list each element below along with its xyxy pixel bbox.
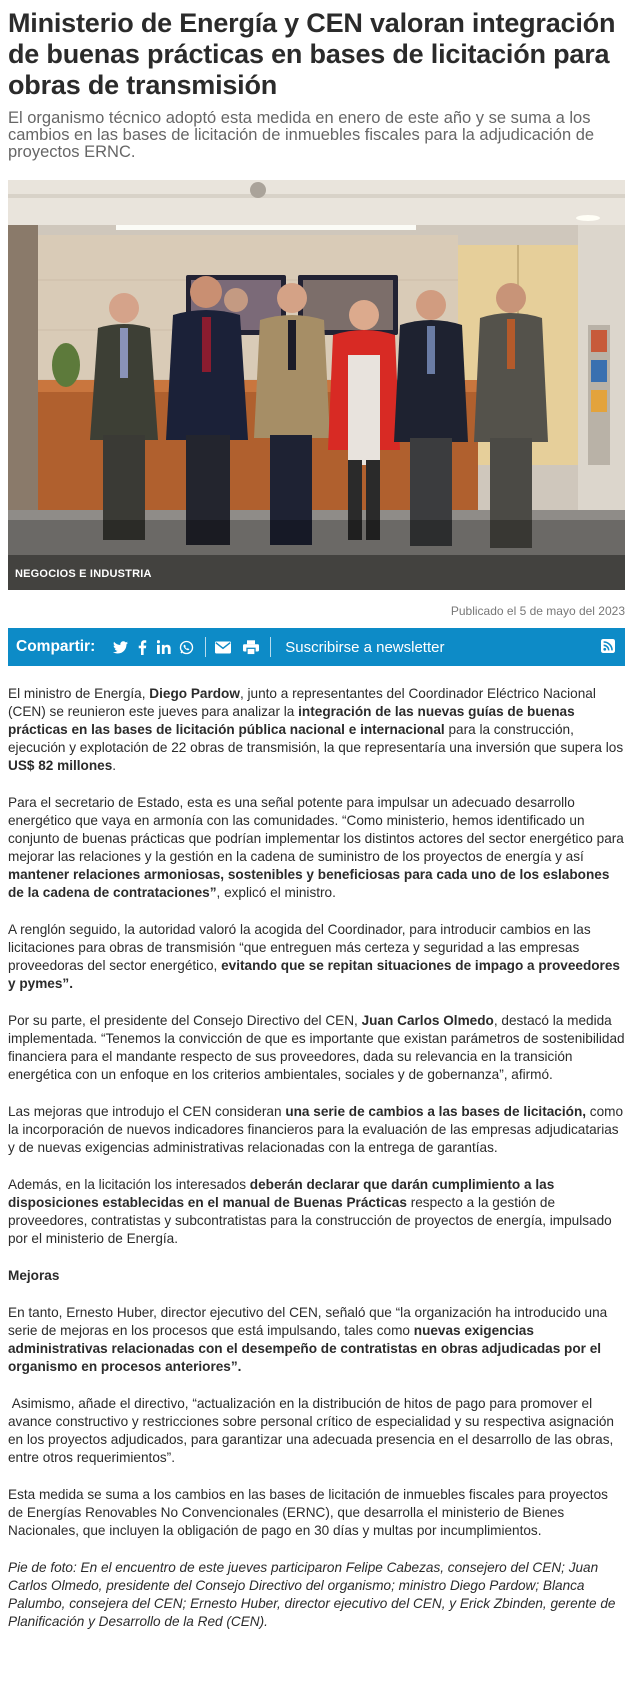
paragraph-7: En tanto, Ernesto Huber, director ejecutivo del CEN, señaló que “la organización ha introducido una serie de mejoras en los procesos que está impulsando, tales como nuevas exigencias administrativas relacionadas con el desempeño de contratistas en obras adjudicadas por el organismo en procesos anteriores”. bbox=[8, 1305, 608, 1374]
paragraph-1: El ministro de Energía, Diego Pardow, junto a representantes del Coordinador Eléctrico Nacional (CEN) se reunieron este jueves para analizar la integración de las nuevas guías de buenas prácticas en las bases de licitación pública nacional e internacional para la construcción, ejecución y explotación de 22 obras de transmisión, la que representaría una inversión que supera los US$ 82 millones. bbox=[8, 686, 624, 773]
newsletter-link[interactable]: Suscribirse a newsletter bbox=[285, 638, 445, 656]
facebook-icon[interactable] bbox=[133, 638, 151, 656]
print-icon[interactable] bbox=[242, 638, 260, 656]
share-divider bbox=[205, 637, 206, 657]
paragraph-5: Las mejoras que introdujo el CEN consideran una serie de cambios a las bases de licitación, como la incorporación de nuevos indicadores financieros para la evaluación de las empresas adjudicatarias y de nuevas exigencias administrativas relacionadas con la entrega de garantías. bbox=[8, 1104, 624, 1155]
paragraph-9: Esta medida se suma a los cambios en las bases de licitación de inmuebles fiscales para proyectos de Energías Renovables No Convencionales (ERNC), que desarrolla el ministerio de Bienes Nacionales, que incluyen la obligación de pago en 30 días y multas por incumplimientos. bbox=[8, 1487, 608, 1538]
linkedin-icon[interactable] bbox=[155, 638, 173, 656]
article bbox=[0, 8, 633, 1631]
rss-icon[interactable] bbox=[601, 639, 615, 658]
twitter-icon[interactable] bbox=[111, 638, 129, 656]
paragraph-6: Además, en la licitación los interesados deberán declarar que darán cumplimiento a las disposiciones establecidas en el manual de Buenas Prácticas respecto a la gestión de proveedores, contratistas y subcontratistas para la construcción de proyectos de energía, impulsado por el ministerio de Energía. bbox=[8, 1177, 612, 1246]
paragraph-3: A renglón seguido, la autoridad valoró la acogida del Coordinador, para introducir cambios en las licitaciones para obras de transmisión “que entreguen más certeza y seguridad a las empresas proveedoras del sector energético, evitando que se repitan situaciones de impago a proveedores y pymes”. bbox=[8, 922, 620, 991]
published-date: Publicado el 5 de mayo del 2023 bbox=[450, 604, 625, 618]
paragraph-4: Por su parte, el presidente del Consejo Directivo del CEN, Juan Carlos Olmedo, destacó la medida implementada. “Tenemos la convicción de que es importante que existan parámetros de sostenibilidad financiera para el mandante respecto de sus proveedores, dada su relevancia en la transición energética con un enfoque en los criterios ambientales, sociales y de gobernanza”, afirmó. bbox=[8, 1013, 625, 1082]
photo-category-tag[interactable]: NEGOCIOS E INDUSTRIA bbox=[15, 568, 152, 580]
article-lead: El organismo técnico adoptó esta medida en enero de este año y se suma a los cambios en las bases de licitación de inmuebles fiscales para la adjudicación de proyectos ERNC. bbox=[8, 109, 595, 161]
paragraph-2: Para el secretario de Estado, esta es una señal potente para impulsar un adecuado desarrollo energético que vaya en armonía con las comunidades. “Como ministerio, hemos identificado un conjunto de buenas prácticas que podrían implementar los distintos actores del sector energético para mejorar las relaciones y la gestión en la cadena de suministro de los proyectos de energía y así mantener relaciones armoniosas, sostenibles y beneficiosas para cada uno de los eslabones de la cadena de contrataciones”, explicó el ministro. bbox=[8, 795, 624, 900]
article-photo[interactable] bbox=[8, 180, 625, 590]
share-bar bbox=[8, 628, 625, 666]
group-photo-illustration bbox=[8, 180, 625, 590]
section-subheading: Mejoras bbox=[8, 1268, 60, 1283]
share-divider bbox=[270, 637, 271, 657]
article-title: Ministerio de Energía y CEN valoran integración de buenas prácticas en bases de licitación para obras de transmisión bbox=[8, 8, 616, 100]
email-icon[interactable] bbox=[214, 638, 232, 656]
share-label: Compartir: bbox=[16, 638, 96, 655]
article-body bbox=[8, 685, 625, 1631]
paragraph-8: Asimismo, añade el directivo, “actualización en la distribución de hitos de pago para promover el avance constructivo y restricciones sobre personal crítico de especialidad y su respectiva asignación en los proyectos adjudicados, para garantizar una adecuada presencia en el desarrollo de las obras, entre otros requerimientos”. bbox=[8, 1396, 618, 1465]
photo-caption: Pie de foto: En el encuentro de este jueves participaron Felipe Cabezas, consejero del CEN; Juan Carlos Olmedo, presidente del Consejo Directivo del organismo; ministro Diego Pardow; Blanca Palumbo, consejera del CEN; Ernesto Huber, director ejecutivo del CEN, y Erick Zbinden, gerente de Planificación y Desarrollo de la Red (CEN). bbox=[8, 1560, 616, 1629]
whatsapp-icon[interactable] bbox=[177, 638, 195, 656]
